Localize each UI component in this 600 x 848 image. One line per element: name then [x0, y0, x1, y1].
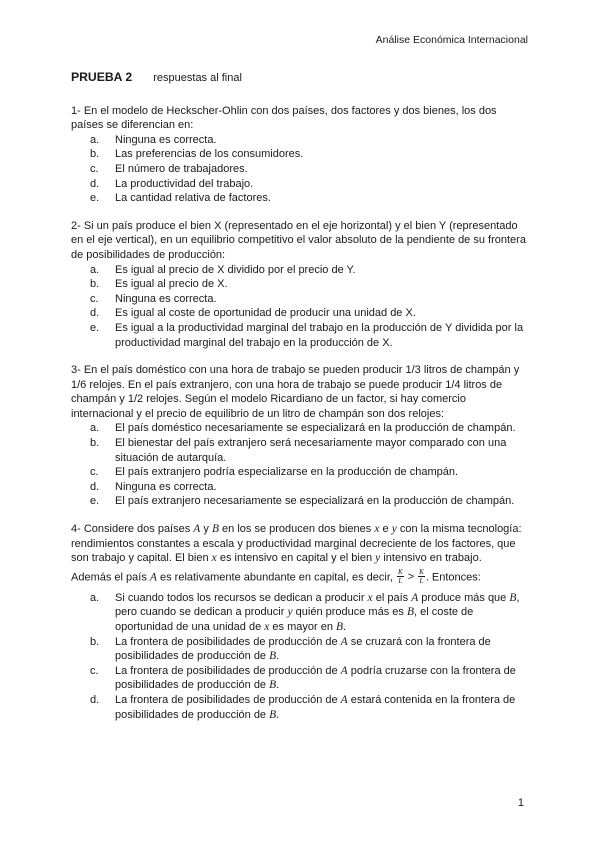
option-letter: a. — [90, 263, 100, 276]
question-4-option-d — [71, 693, 530, 722]
math-var-x: x — [211, 552, 217, 565]
option-text: El bienestar del país extranjero será necesariamente mayor comparado con una situación de autarquía. — [115, 437, 507, 464]
math-var-B: B — [509, 591, 517, 604]
option-letter: d. — [90, 693, 100, 706]
option-text: quién produce más es — [295, 606, 404, 619]
math-var-y: y — [391, 523, 397, 536]
fraction-K-over-L-B — [418, 568, 425, 585]
option-text: produce más que — [421, 591, 507, 604]
math-var-B: B — [269, 708, 277, 721]
option-text: La frontera de posibilidades de producción de — [115, 635, 338, 648]
math-var-A: A — [340, 693, 348, 706]
option-text: el país — [375, 591, 409, 604]
title-main: PRUEBA 2 — [71, 70, 133, 84]
option-text: Si cuando todos los recursos se dedican a producir — [115, 591, 365, 604]
math-var-A: A — [149, 571, 157, 584]
math-var-x: x — [367, 591, 373, 604]
question-3-options — [71, 421, 530, 509]
option-letter: c. — [90, 664, 99, 677]
fraction-denominator: L — [419, 576, 424, 585]
q4-text-fragment: . Entonces: — [425, 571, 481, 584]
question-4-option-b — [71, 635, 530, 664]
math-var-x: x — [264, 621, 270, 633]
document-body — [71, 70, 530, 735]
math-var-y: y — [287, 606, 293, 619]
question-1-option-a — [71, 133, 530, 148]
option-letter: b. — [90, 148, 100, 161]
option-text: estará contenida en la frontera de posibilidades de producción de — [115, 693, 516, 721]
question-1-options — [71, 133, 530, 206]
option-text: El país extranjero podría especializarse en la producción de champán. — [115, 466, 459, 479]
option-text: Ninguna es correcta. — [115, 133, 217, 146]
option-text: La frontera de posibilidades de producción de — [115, 693, 338, 706]
question-2-options — [71, 263, 530, 351]
math-var-A: A — [193, 523, 201, 536]
option-letter: e. — [90, 192, 100, 205]
question-4-option-a — [71, 591, 530, 635]
math-var-B: B — [211, 523, 219, 536]
question-2-option-d — [71, 306, 530, 321]
test-title — [71, 70, 530, 86]
question-2 — [71, 219, 530, 350]
q4-text-fragment: con la misma tecnología: rendimientos constantes a escala y productividad marginal decreciente de los factores, que son trabajo y capital. El bien — [71, 523, 522, 565]
option-text: El país extranjero necesariamente se especializará en la producción de champán. — [115, 495, 515, 508]
question-4 — [71, 522, 530, 722]
option-text: Es igual al precio de X dividido por el precio de Y. — [115, 263, 356, 276]
math-var-y: y — [375, 552, 381, 565]
question-1-option-c — [71, 162, 530, 177]
option-text: Es igual al precio de X. — [115, 278, 228, 291]
option-text: se cruzará con la frontera de posibilidades de producción de — [115, 635, 491, 663]
question-1-option-d — [71, 177, 530, 192]
option-text: La productividad del trabajo. — [115, 177, 254, 190]
option-letter: c. — [90, 292, 99, 305]
math-var-B: B — [406, 606, 414, 619]
question-3-option-e — [71, 494, 530, 509]
option-text: podría cruzarse con la frontera de posibilidades de producción de — [115, 664, 516, 692]
option-letter: a. — [90, 591, 100, 604]
question-1-text: 1- En el modelo de Heckscher-Ohlin con dos países, dos factores y dos bienes, los dos países se diferencian en: — [71, 104, 497, 132]
option-letter: b. — [90, 437, 100, 450]
greater-than-sign: > — [407, 571, 415, 584]
option-letter: e. — [90, 495, 100, 508]
q4-text-fragment: e — [382, 523, 389, 536]
math-var-A: A — [340, 664, 348, 677]
question-2-text: 2- Si un país produce el bien X (representado en el eje horizontal) y el bien Y (representado en el eje vertical), en un equilibrio competitivo el valor absoluto de la pendiente de su frontera de posibilidades de producción: — [71, 219, 526, 261]
option-letter: d. — [90, 480, 100, 493]
question-4-options — [71, 591, 530, 722]
q4-text-fragment: 4- Considere dos países — [71, 523, 191, 536]
question-3-option-b — [71, 436, 530, 465]
question-2-option-c — [71, 292, 530, 307]
question-2-option-a — [71, 263, 530, 278]
math-var-B: B — [336, 621, 344, 633]
option-letter: c. — [90, 466, 99, 479]
option-letter: a. — [90, 422, 100, 435]
question-3-option-a — [71, 421, 530, 436]
option-text: . — [276, 650, 280, 663]
question-4-text — [71, 522, 530, 566]
math-var-B: B — [269, 650, 277, 663]
option-text: Las preferencias de los consumidores. — [115, 148, 304, 161]
option-letter: a. — [90, 133, 100, 146]
question-1 — [71, 104, 530, 206]
question-4-text-cont — [71, 569, 530, 586]
option-letter: d. — [90, 307, 100, 320]
option-letter: b. — [90, 635, 100, 648]
q4-text-fragment: es intensivo en capital y el bien — [219, 552, 373, 565]
option-text: El país doméstico necesariamente se especializará en la producción de champán. — [115, 422, 516, 435]
q4-text-fragment: en los se producen dos bienes — [222, 523, 372, 536]
document-header: Análise Económica Internacional — [375, 34, 528, 46]
option-letter: e. — [90, 321, 100, 334]
option-text: . — [276, 708, 280, 721]
question-3 — [71, 363, 530, 509]
question-2-option-e — [71, 321, 530, 350]
page-number: 1 — [517, 797, 524, 809]
option-text: La frontera de posibilidades de producción de — [115, 664, 338, 677]
option-text: Es igual al coste de oportunidad de producir una unidad de X. — [115, 307, 416, 320]
fraction-denominator: L — [398, 576, 403, 585]
option-letter: c. — [90, 162, 99, 175]
math-var-A: A — [340, 635, 348, 648]
title-subtitle: respuestas al final — [153, 72, 242, 84]
option-text: . — [276, 679, 280, 692]
question-2-option-b — [71, 277, 530, 292]
option-text: Es igual a la productividad marginal del trabajo en la producción de Y dividida por la productividad marginal del trabajo en la producción de X. — [115, 321, 524, 349]
fraction-numerator: K — [398, 567, 403, 576]
q4-text-fragment: Además el país — [71, 571, 147, 584]
question-3-option-d — [71, 480, 530, 495]
option-text: , el coste de oportunidad de una unidad de — [115, 606, 474, 633]
option-text: . — [343, 621, 347, 633]
math-var-x: x — [374, 523, 380, 536]
option-text: , pero cuando se dedican a producir — [115, 591, 520, 619]
option-text: La cantidad relativa de factores. — [115, 192, 271, 205]
option-text: Ninguna es correcta. — [115, 292, 217, 305]
question-3-text: 3- En el país doméstico con una hora de trabajo se pueden producir 1/3 litros de champán y 1/6 relojes. En el país extranjero, con una hora de trabajo se puede producir 1/4 litros de champán y 1/2 relojes. Según el modelo Ricardiano de un factor, si hay comercio internacional y el precio de equilibrio de un litro de champán son dos relojes: — [71, 364, 520, 420]
option-text: es mayor en — [272, 621, 333, 633]
math-var-B: B — [269, 679, 277, 692]
option-text: El número de trabajadores. — [115, 162, 248, 175]
question-4-option-c — [71, 664, 530, 693]
question-3-option-c — [71, 465, 530, 480]
option-letter: d. — [90, 177, 100, 190]
question-1-option-e — [71, 191, 530, 206]
question-1-option-b — [71, 147, 530, 162]
math-var-A: A — [411, 591, 419, 604]
fraction-K-over-L-A — [397, 568, 404, 585]
option-letter: b. — [90, 278, 100, 291]
fraction-numerator: K — [419, 567, 424, 576]
q4-text-fragment: y — [203, 523, 209, 536]
q4-text-fragment: es relativamente abundante en capital, es decir, — [159, 571, 393, 584]
q4-text-fragment: intensivo en trabajo. — [383, 552, 482, 565]
option-text: Ninguna es correcta. — [115, 480, 217, 493]
